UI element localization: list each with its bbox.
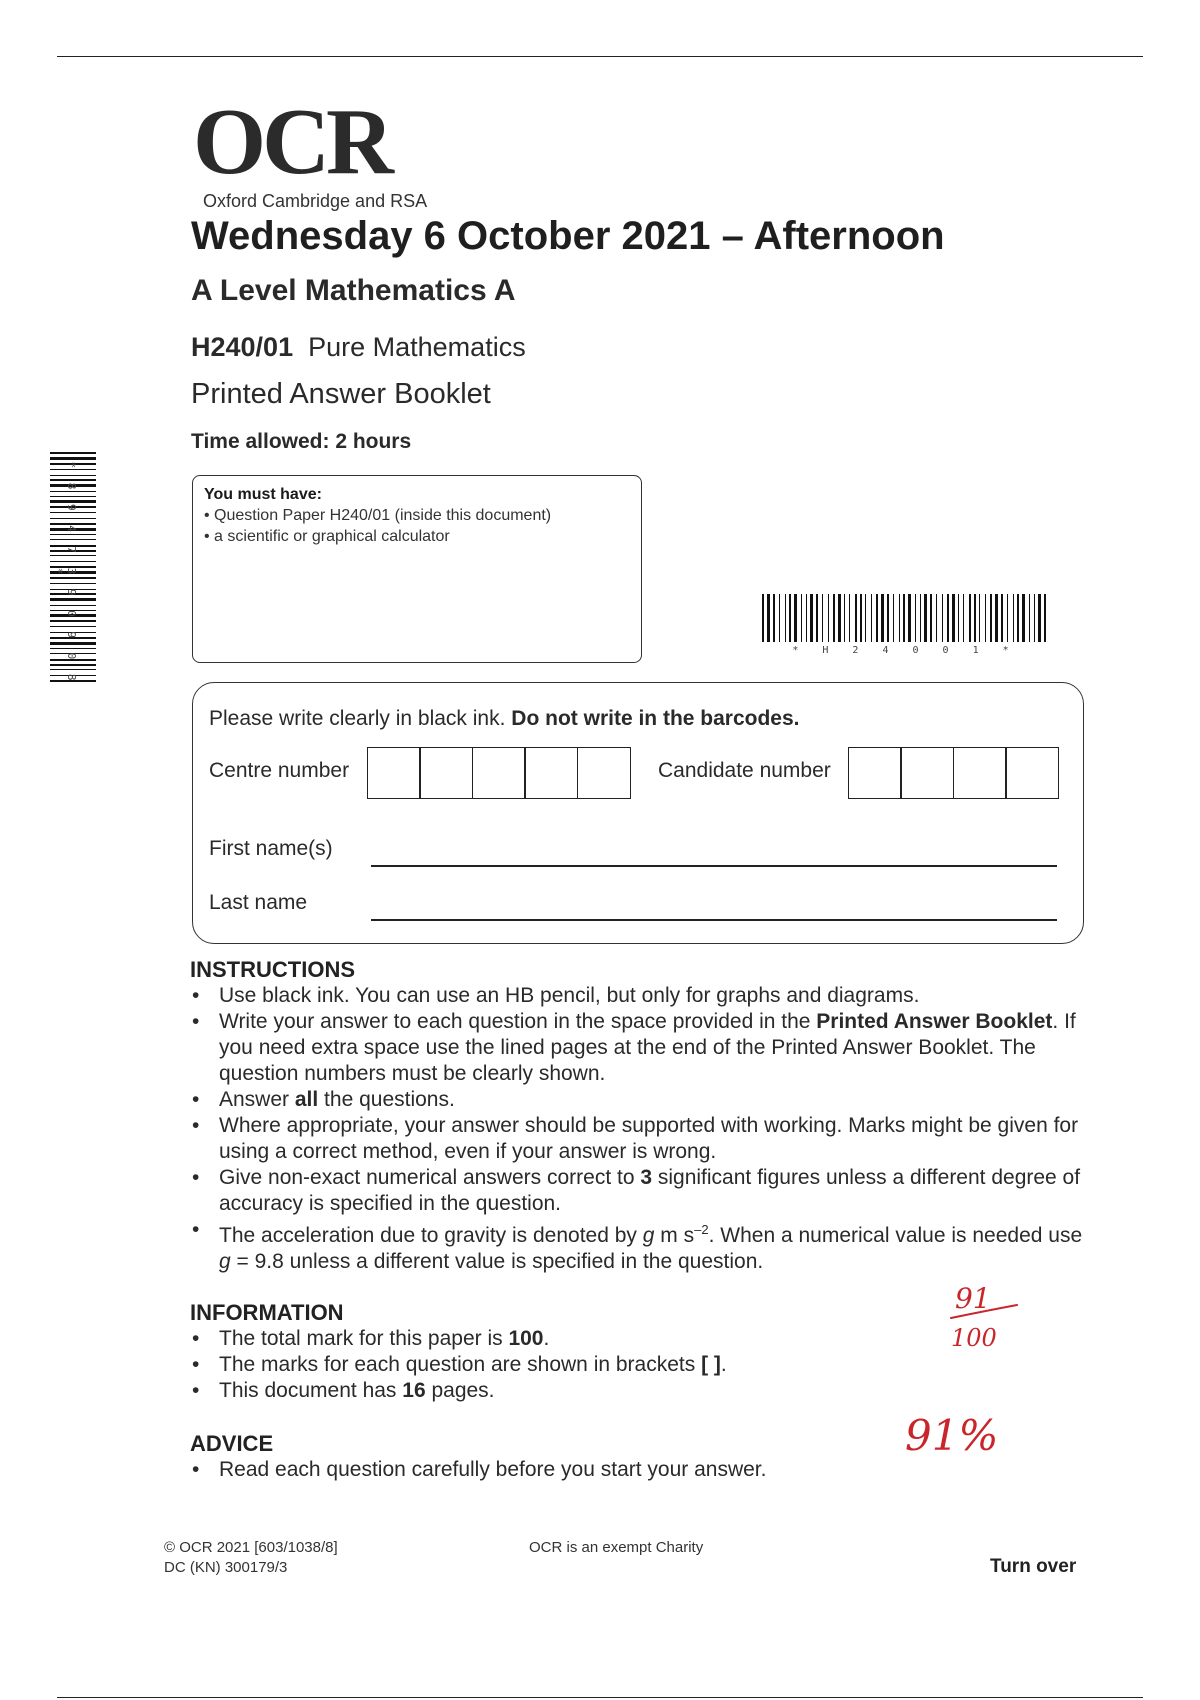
paper-barcode-graphic (762, 594, 1048, 642)
barcode-bar (794, 594, 797, 642)
must-have-box (192, 475, 642, 663)
information-item: • The total mark for this paper is 100. (190, 1326, 1090, 1352)
information-item: • The marks for each question are shown in brackets [ ]. (190, 1352, 1090, 1378)
barcode-bar (1044, 594, 1046, 642)
centre-digit-box[interactable] (419, 747, 473, 799)
footer-doc-ref: DC (KN) 300179/3 (164, 1559, 288, 1576)
top-rule (57, 56, 1143, 57)
barcode-bar (985, 594, 986, 642)
barcode-bar (810, 594, 813, 642)
footer-copyright: © OCR 2021 [603/1038/8] (164, 1539, 338, 1556)
last-name-line[interactable] (371, 919, 1057, 921)
barcode-bar (1038, 594, 1041, 642)
barcode-bar (762, 594, 764, 642)
instruction-item: • Where appropriate, your answer should be supported with working. Marks might be given for using a correct method, even if your answer is wrong. (190, 1113, 1090, 1165)
advice-heading: ADVICE (190, 1431, 274, 1456)
barcode-bar (899, 594, 900, 642)
centre-digit-box[interactable] (472, 747, 526, 799)
barcode-bar (785, 594, 786, 642)
barcode-bar (979, 594, 980, 642)
barcode-bar (947, 594, 949, 642)
exam-date-title: Wednesday 6 October 2021 – Afternoon (191, 214, 945, 258)
barcode-bar (995, 594, 998, 642)
barcode-bar (806, 594, 807, 642)
centre-number-boxes (368, 747, 631, 799)
barcode-bar (1017, 594, 1019, 642)
barcode-bar (801, 594, 802, 642)
side-barcode (50, 452, 100, 685)
barcode-bar (1013, 594, 1014, 642)
time-allowed: Time allowed: 2 hours (191, 430, 412, 453)
logo-wordmark: OCR (193, 90, 390, 194)
information-heading: INFORMATION (190, 1300, 344, 1325)
barcode-bar (915, 594, 916, 642)
barcode-bar (958, 594, 959, 642)
score-denominator: 100 (951, 1324, 997, 1352)
barcode-bar (1029, 594, 1030, 642)
centre-digit-box[interactable] (577, 747, 631, 799)
instruction-item: • Use black ink. You can use an HB pencil, but only for graphs and diagrams. (190, 983, 1090, 1009)
percentage-text: 91% (905, 1411, 999, 1460)
paper-name: Pure Mathematics (308, 332, 526, 362)
turn-over-label: Turn over (990, 1556, 1077, 1577)
handwritten-score-fraction (945, 1278, 1025, 1360)
barcode-bar (963, 594, 964, 642)
centre-number-label: Centre number (209, 759, 350, 782)
barcode-bar (908, 594, 911, 642)
advice-item: • Read each question carefully before you start your answer. (190, 1457, 1090, 1483)
barcode-bar (838, 594, 841, 642)
instruction-item: • Write your answer to each question in the space provided in the Printed Answer Booklet. If you need extra space use the lined pages at the end of the Printed Answer Booklet. The question numbers must be clearly shown. (190, 1009, 1090, 1087)
footer-charity: OCR is an exempt Charity (529, 1539, 704, 1556)
last-name-label: Last name (209, 891, 308, 914)
paper-barcode-digits: * H 2 4 0 0 1 * (792, 645, 1018, 656)
candidate-number-label: Candidate number (658, 759, 831, 782)
first-name-line[interactable] (371, 865, 1057, 867)
score-fraction-ink (945, 1278, 1025, 1360)
information-item: • This document has 16 pages. (190, 1378, 1090, 1404)
ocr-logo (193, 90, 428, 212)
instruction-item: • Give non-exact numerical answers correct to 3 significant figures unless a different degree of accuracy is specified in the question. (190, 1165, 1090, 1217)
barcode-bar (920, 594, 921, 642)
candidate-digit-box[interactable] (848, 747, 902, 799)
candidate-digit-box[interactable] (900, 747, 954, 799)
barcode-bar (942, 594, 943, 642)
handwritten-percentage (903, 1400, 1003, 1470)
centre-digit-box[interactable] (524, 747, 578, 799)
document-type: Printed Answer Booklet (191, 378, 491, 410)
barcode-bar (849, 594, 850, 642)
write-clearly-instruction: Please write clearly in black ink. Do not write in the barcodes. (209, 707, 800, 730)
barcode-bar (779, 594, 780, 642)
score-numerator: 91 (955, 1282, 991, 1315)
barcode-bar (789, 594, 791, 642)
must-have-heading: You must have: (204, 486, 322, 503)
barcode-bar (952, 594, 955, 642)
barcode-bar (773, 594, 775, 642)
barcode-bar (881, 594, 884, 642)
barcode-bar (844, 594, 845, 642)
candidate-number-boxes (849, 747, 1059, 799)
barcode-bar (1007, 594, 1008, 642)
paper-code-line (191, 332, 526, 363)
barcode-bar (974, 594, 976, 642)
side-barcode-digits: * 8 9 4 7 3 9 0 9 0 8 * (52, 461, 78, 685)
candidate-details-box (192, 682, 1084, 944)
paper-code: H240/01 (191, 332, 294, 362)
instructions-list (190, 983, 1090, 1275)
barcode-bar (50, 452, 96, 454)
must-have-item: • a scientific or graphical calculator (204, 528, 450, 545)
instruction-item: • The acceleration due to gravity is denoted by g m $s^{-2}$. When a numerical value is needed use g = 9.8 unless a different value is specified in the question. (190, 1217, 1090, 1275)
barcode-bar (833, 594, 835, 642)
candidate-digit-box[interactable] (953, 747, 1007, 799)
barcode-bar (871, 594, 872, 642)
barcode-bar (893, 594, 894, 642)
barcode-bar (822, 594, 823, 642)
barcode-bar (924, 594, 927, 642)
first-name-label: First name(s) (209, 837, 333, 860)
barcode-bar (816, 594, 818, 642)
barcode-bar (1001, 594, 1003, 642)
barcode-bar (767, 594, 770, 642)
barcode-bar (930, 594, 932, 642)
barcode-bar (990, 594, 992, 642)
barcode-bar (828, 594, 829, 642)
barcode-bar (876, 594, 878, 642)
barcode-bar (903, 594, 905, 642)
percentage-ink (903, 1400, 1003, 1470)
centre-digit-box[interactable] (367, 747, 421, 799)
candidate-digit-box[interactable] (1005, 747, 1059, 799)
bottom-rule (57, 1697, 1143, 1698)
barcode-bar (936, 594, 937, 642)
barcode-bar (1022, 594, 1025, 642)
instruction-item: • Answer all the questions. (190, 1087, 1090, 1113)
instructions-heading: INSTRUCTIONS (190, 957, 355, 982)
qualification-title: A Level Mathematics A (191, 274, 516, 307)
paper-barcode (762, 594, 1048, 654)
must-have-item: • Question Paper H240/01 (inside this document) (204, 507, 552, 524)
logo-subtitle: Oxford Cambridge and RSA (203, 191, 428, 211)
barcode-bar (887, 594, 889, 642)
barcode-bar (969, 594, 971, 642)
barcode-bar (860, 594, 862, 642)
barcode-bar (865, 594, 866, 642)
barcode-bar (855, 594, 857, 642)
barcode-bar (1034, 594, 1035, 642)
